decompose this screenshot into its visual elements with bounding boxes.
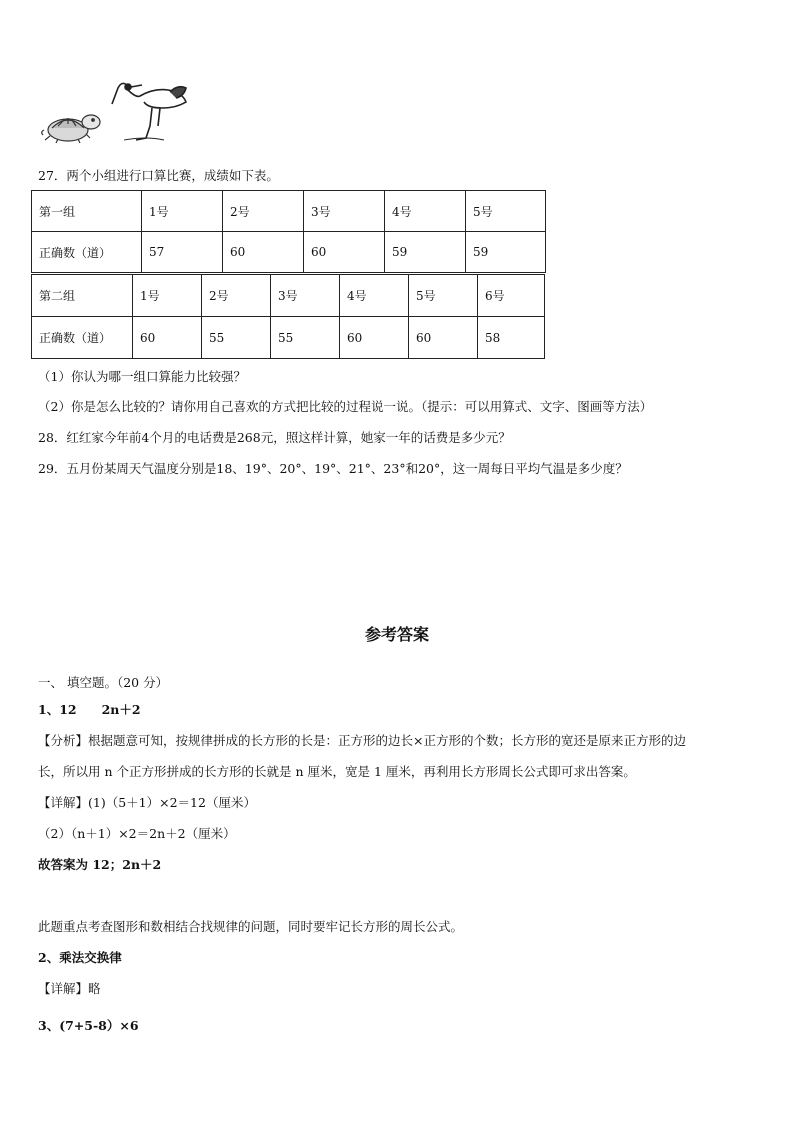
table-cell: 第一组 — [32, 191, 142, 232]
answer-2-detail: 【详解】略 — [38, 981, 101, 996]
table-cell: 59 — [466, 232, 546, 273]
section1-title: 一、 填空题。（20 分） — [38, 675, 169, 690]
q27-sub2: （2）你是怎么比较的？请你用自己喜欢的方式把比较的过程说一说。（提示：可以用算式、文字、图画等方法） — [38, 399, 653, 414]
answer-1-analysis-line1: 【分析】根据题意可知，按规律拼成的长方形的长是：正方形的边长×正方形的个数；长方形的宽还是原来正方形的边 — [38, 733, 686, 748]
table-cell: 60 — [304, 232, 385, 273]
table-cell: 57 — [142, 232, 223, 273]
table-cell: 3号 — [271, 275, 340, 317]
group1-header-row — [32, 191, 546, 232]
table-cell: 5号 — [466, 191, 546, 232]
answer-3: 3、(7+5-8）×6 — [38, 1018, 139, 1033]
q28-text: 28．红红家今年前4个月的电话费是268元，照这样计算，她家一年的话费是多少元？ — [38, 430, 511, 445]
table-cell: 第二组 — [32, 275, 133, 317]
answer-1-detail-line1: 【详解】(1)（5＋1）×2＝12（厘米） — [38, 795, 256, 810]
answer-1: 1、12 2n＋2 — [38, 702, 141, 717]
table-cell: 正确数（道） — [32, 232, 142, 273]
answer-1-analysis-line2: 长，所以用 n 个正方形拼成的长方形的长就是 n 厘米，宽是 1 厘米，再利用长方形周长公式即可求出答案。 — [38, 764, 636, 779]
table-cell: 4号 — [385, 191, 466, 232]
table-cell: 3号 — [304, 191, 385, 232]
group2-score-row — [32, 317, 545, 359]
group1-table — [31, 190, 546, 273]
turtle-drawing — [42, 115, 100, 143]
table-cell: 正确数（道） — [32, 317, 133, 359]
group1-score-row — [32, 232, 546, 273]
group2-header-row — [32, 275, 545, 317]
table-cell: 58 — [478, 317, 545, 359]
crane-drawing — [112, 83, 186, 140]
table-cell: 2号 — [202, 275, 271, 317]
table-cell: 55 — [202, 317, 271, 359]
group2-table — [31, 274, 545, 359]
table-cell: 5号 — [409, 275, 478, 317]
table-cell: 1号 — [142, 191, 223, 232]
table-cell: 60 — [223, 232, 304, 273]
q29-text: 29．五月份某周天气温度分别是18、19°、20°、19°、21°、23°和20°，这一周每日平均气温是多少度？ — [38, 461, 628, 476]
illustration — [36, 78, 196, 144]
answer-1-note: 此题重点考查图形和数相结合找规律的问题，同时要牢记长方形的周长公式。 — [38, 919, 464, 934]
answer-1-conclusion: 故答案为 12；2n＋2 — [38, 857, 162, 872]
table-cell: 60 — [133, 317, 202, 359]
answers-heading: 参考答案 — [364, 625, 429, 644]
table-cell: 59 — [385, 232, 466, 273]
table-cell: 55 — [271, 317, 340, 359]
table-cell: 6号 — [478, 275, 545, 317]
answer-1-detail-line2: （2）（n＋1）×2＝2n＋2（厘米） — [38, 826, 236, 841]
table-cell: 2号 — [223, 191, 304, 232]
answer-2: 2、乘法交换律 — [38, 950, 122, 965]
table-cell: 4号 — [340, 275, 409, 317]
table-cell: 60 — [340, 317, 409, 359]
table-cell: 1号 — [133, 275, 202, 317]
q27-title: 27．两个小组进行口算比赛，成绩如下表。 — [38, 168, 279, 183]
q27-sub1: （1）你认为哪一组口算能力比较强？ — [38, 369, 246, 384]
table-cell: 60 — [409, 317, 478, 359]
